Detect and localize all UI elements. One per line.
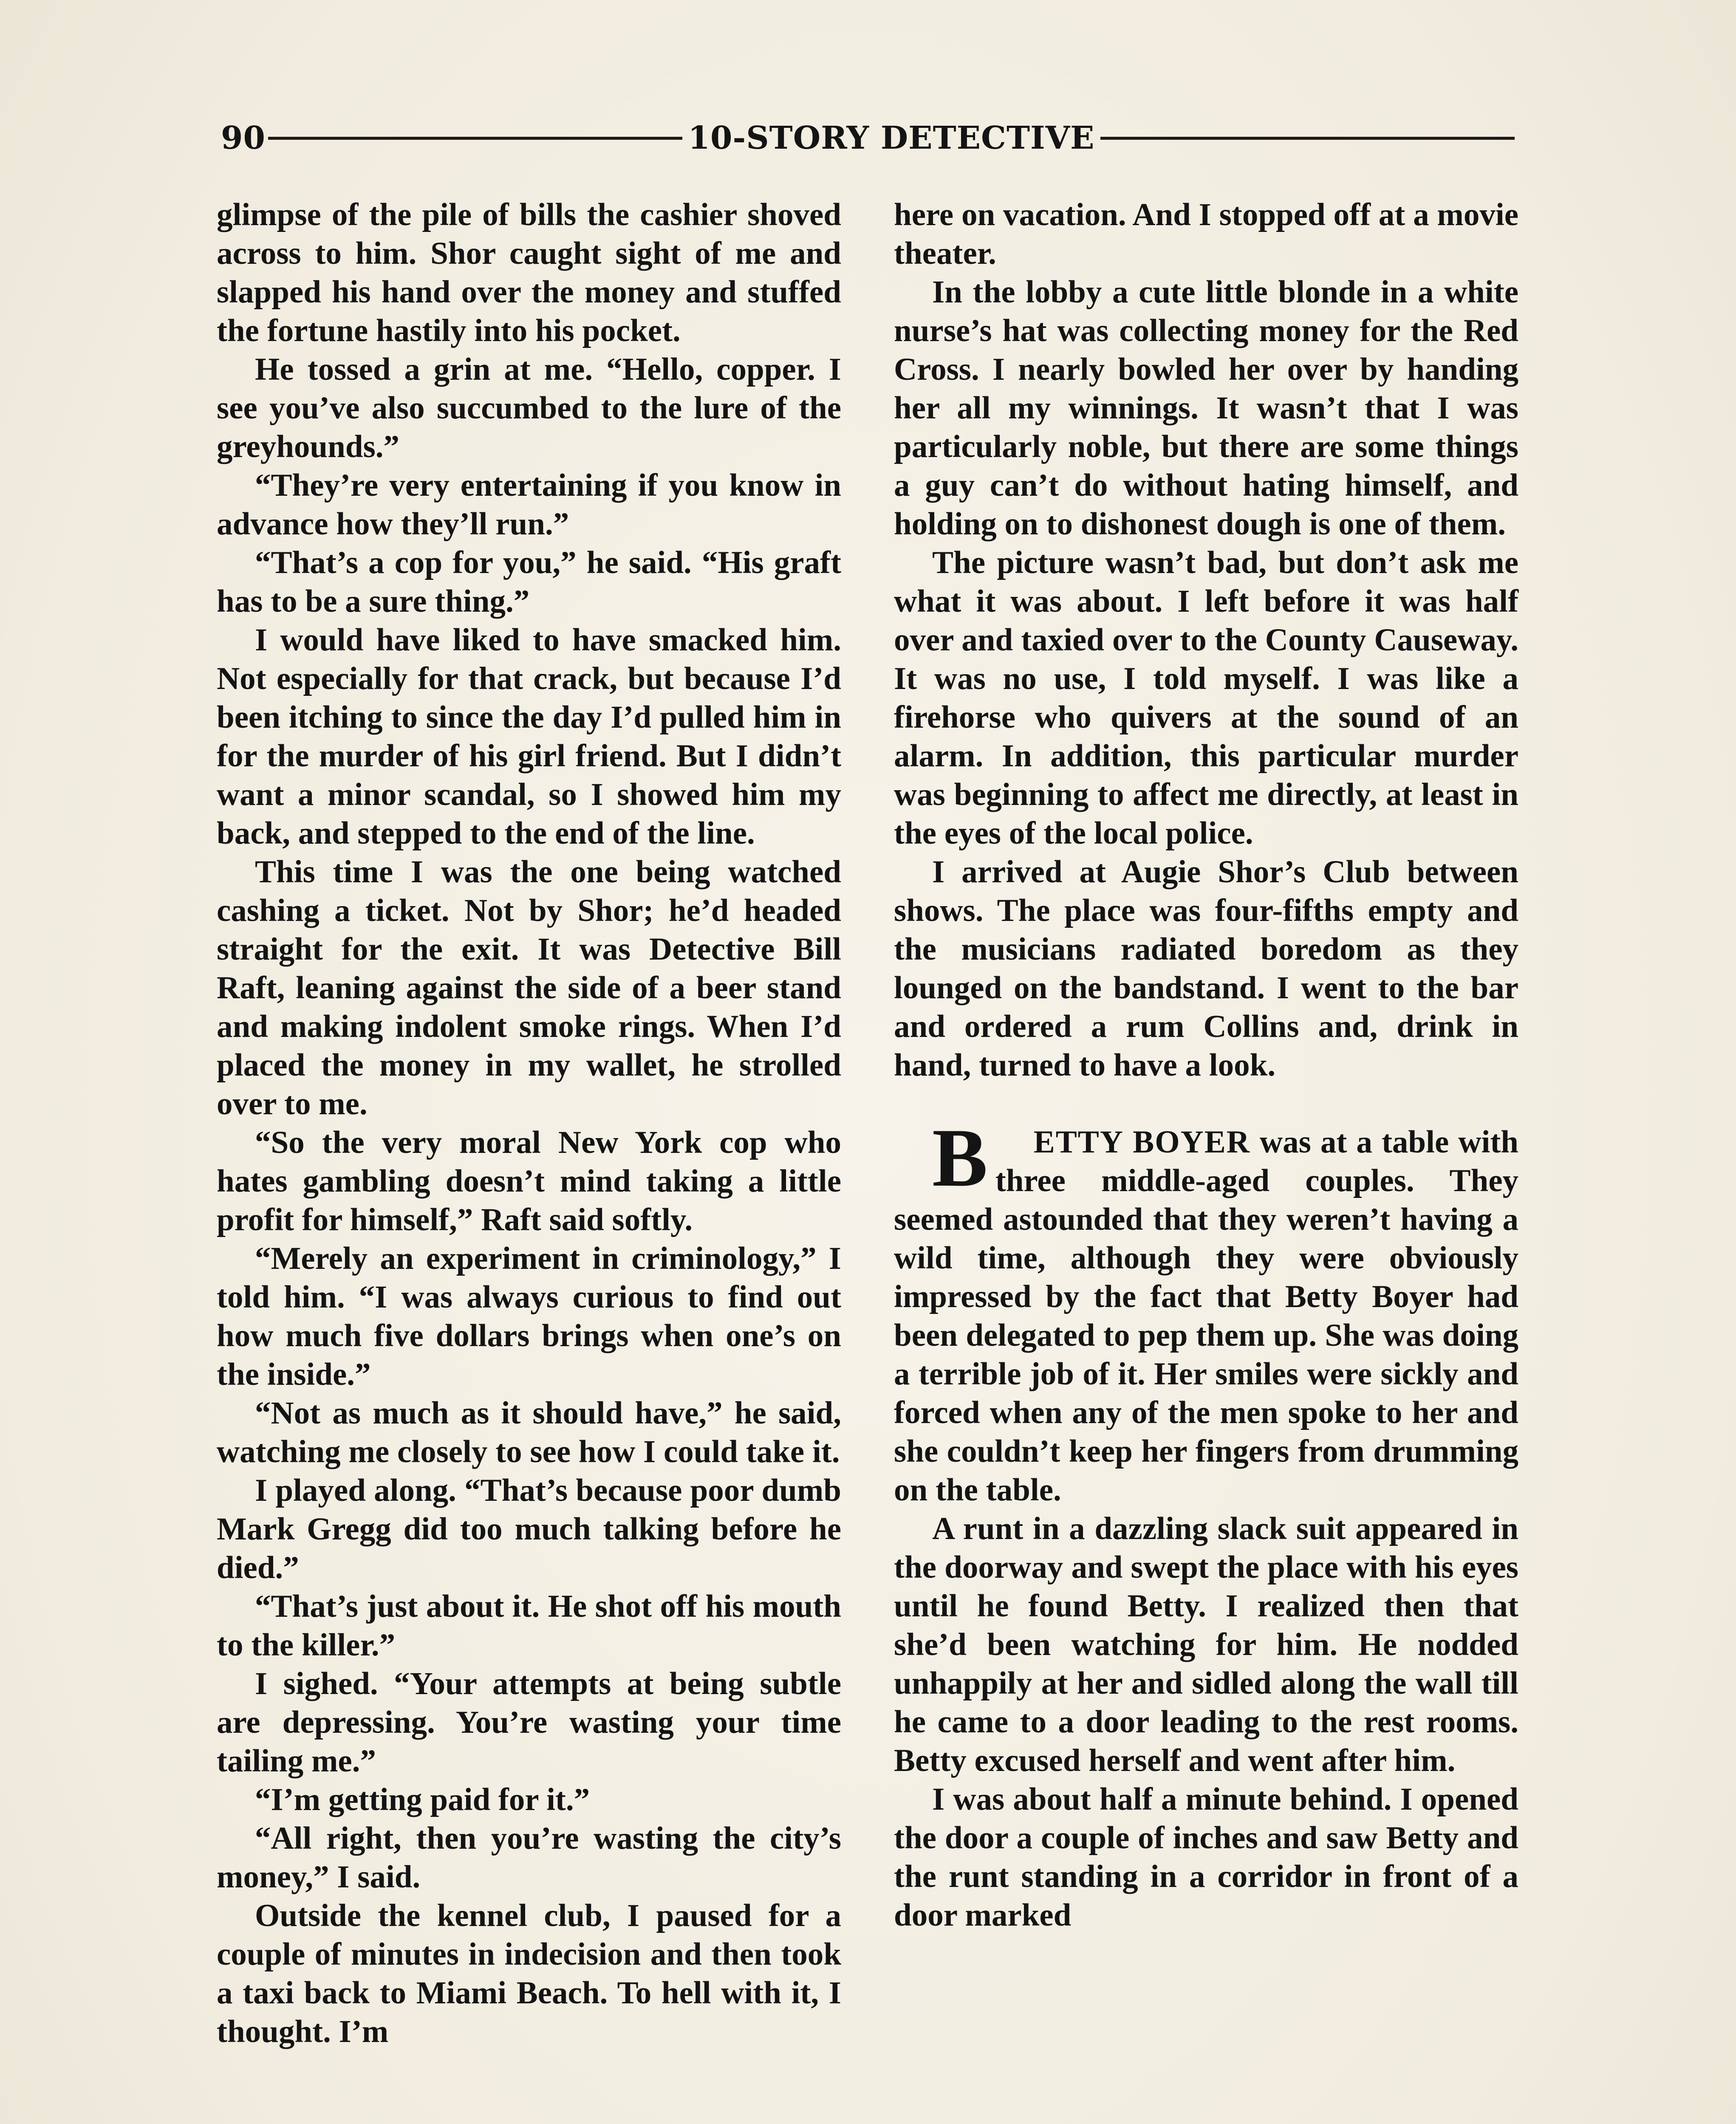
paragraph: “Not as much as it should have,” he said, watching me closely to see how I could take it.	[217, 1395, 841, 1469]
paragraph: I arrived at Augie Shor’s Club between shows. The place was four-fifths empty and the musicians radiated boredom as they lounged on the bandstand. I went to the bar and ordered a rum Collins and, drink in hand, turned to have a look.	[894, 854, 1518, 1083]
dropcap-smallcaps: ETTY BOYER	[1033, 1124, 1250, 1160]
paragraph: “Merely an experiment in criminology,” I told him. “I was always curious to find out how much five dollars brings when one’s on the inside.”	[217, 1241, 841, 1392]
paragraph: Outside the kennel club, I paused for a couple of minutes in indecision and then took a taxi back to Miami Beach. To hell with it, I thought. I’m	[217, 1898, 841, 2049]
paragraph: In the lobby a cute little blonde in a white nurse’s hat was collecting money for the Red Cross. I nearly bowled her over by handing her all my winnings. It wasn’t that I was particularly noble, but there are some things a guy can’t do without hating himself, and holding on to dishonest dough is one of them.	[894, 274, 1518, 542]
dropcap-paragraph	[894, 1112, 1518, 1509]
paragraph: A runt in a dazzling slack suit appeared in the doorway and swept the place with his eyes until he found Betty. I realized then that she’d been watching for him. He nodded unhappily at her and sidled along the wall till he came to a door leading to the rest rooms. Betty excused herself and went after him.	[894, 1511, 1518, 1778]
paragraph: The picture wasn’t bad, but don’t ask me what it was about. I left before it was half over and taxied over to the County Causeway. It was no use, I told myself. I was like a firehorse who quivers at the sound of an alarm. In addition, this particular murder was beginning to affect me directly, at least in the eyes of the local police.	[894, 545, 1518, 851]
paragraph: glimpse of the pile of bills the cashier shoved across to him. Shor caught sight of me and slapped his hand over the money and stuffed the fortune hastily into his pocket.	[217, 197, 841, 348]
header-rule-right	[1100, 137, 1515, 140]
paragraph: “I’m getting paid for it.”	[255, 1782, 590, 1817]
paragraph: I would have liked to have smacked him. Not especially for that crack, but because I’d been itching to since the day I’d pulled him in for the murder of his girl friend. But I didn’t want a minor scandal, so I showed him my back, and stepped to the end of the line.	[217, 622, 841, 851]
paragraph: I sighed. “Your attempts at being subtle are depressing. You’re wasting your time tailing me.”	[217, 1666, 841, 1779]
paragraph: This time I was the one being watched cashing a ticket. Not by Shor; he’d headed straight for the exit. It was Detective Bill Raft, leaning against the side of a beer stand and making indolent smoke rings. When I’d placed the money in my wallet, he strolled over to me.	[217, 854, 841, 1121]
right-column	[894, 195, 1518, 1935]
paragraph: here on vacation. And I stopped off at a movie theater.	[894, 197, 1518, 271]
drop-cap-letter: B	[932, 1112, 988, 1204]
paragraph: “All right, then you’re wasting the city’s money,” I said.	[217, 1821, 841, 1895]
paragraph: “That’s a cop for you,” he said. “His graft has to be a sure thing.”	[217, 545, 841, 619]
paragraph: “So the very moral New York cop who hates gambling doesn’t mind taking a little profit for himself,” Raft said softly.	[217, 1125, 841, 1237]
page-header	[221, 115, 1515, 161]
paragraph: I played along. “That’s because poor dumb Mark Gregg did too much talking before he died.”	[217, 1473, 841, 1585]
paragraph: “That’s just about it. He shot off his mouth to the killer.”	[217, 1589, 841, 1663]
page-number: 90	[221, 120, 266, 156]
paragraph: I was about half a minute behind. I opened the door a couple of inches and saw Betty and the runt standing in a corridor in front of a door marked	[894, 1782, 1518, 1933]
dropcap-rest: was at a table with three middle-aged couples. They seemed astounded that they weren’t having a wild time, although they were obviously impressed by the fact that Betty Boyer had been delegated to pep them up. She was doing a terrible job of it. Her smiles were sickly and forced when any of the men spoke to her and she couldn’t keep her fingers from drumming on the table.	[894, 1124, 1518, 1508]
paragraph: He tossed a grin at me. “Hello, copper. I see you’ve also succumbed to the lure of the greyhounds.”	[217, 352, 841, 464]
left-column	[217, 195, 841, 2051]
magazine-title: 10-STORY DETECTIVE	[688, 120, 1095, 156]
header-rule-left	[268, 137, 682, 140]
paragraph: “They’re very entertaining if you know in advance how they’ll run.”	[217, 468, 841, 542]
